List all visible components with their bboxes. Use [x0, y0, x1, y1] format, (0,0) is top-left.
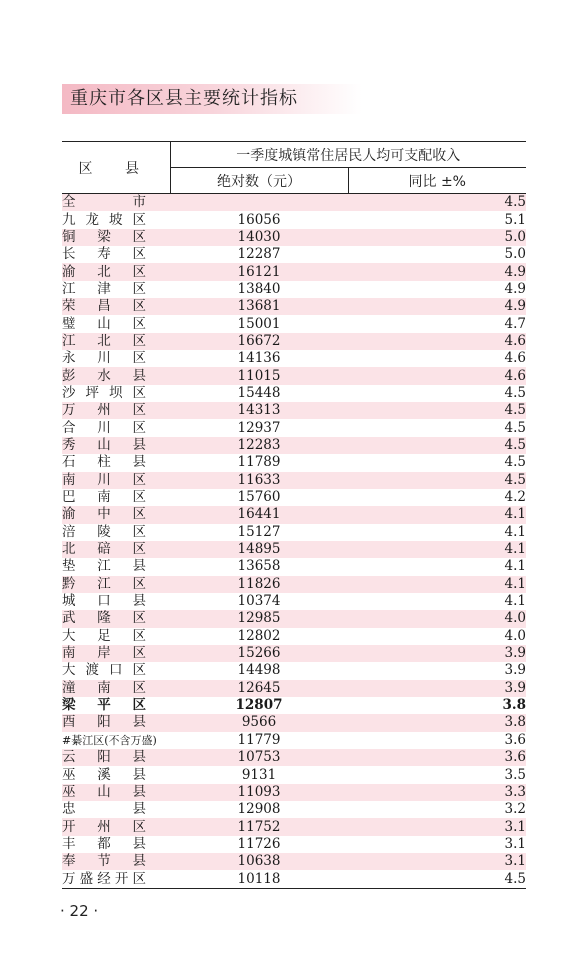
yoy-value-cell: 5.0 — [348, 229, 526, 246]
yoy-value-cell: 3.5 — [348, 766, 526, 783]
table-row — [62, 367, 526, 384]
region-cell — [62, 263, 170, 280]
absolute-value-cell: 15760 — [170, 489, 348, 506]
yoy-value-cell: 3.8 — [348, 714, 526, 731]
yoy-value-cell: 4.5 — [348, 385, 526, 402]
table-row — [62, 194, 526, 212]
yoy-value-cell: 4.1 — [348, 576, 526, 593]
income-group-header: 一季度城镇常住居民人均可支配收入 — [170, 142, 526, 168]
yoy-value-cell: 3.3 — [348, 784, 526, 801]
region-cell — [62, 697, 170, 714]
region-cell — [62, 367, 170, 384]
region-cell — [62, 662, 170, 679]
region-name: 渝 北 区 — [62, 263, 146, 280]
region-name: 璧 山 区 — [62, 315, 146, 332]
yoy-value-cell: 3.1 — [348, 818, 526, 835]
region-cell — [62, 419, 170, 436]
region-cell — [62, 385, 170, 402]
region-name: 彭 水 县 — [62, 367, 146, 384]
absolute-value-cell: 14498 — [170, 662, 348, 679]
region-cell — [62, 333, 170, 350]
yoy-value-cell: 4.0 — [348, 628, 526, 645]
region-name: 石 柱 县 — [62, 454, 146, 471]
yoy-value-cell: 5.0 — [348, 246, 526, 263]
yoy-value-cell: 4.9 — [348, 281, 526, 298]
region-cell — [62, 628, 170, 645]
yoy-value-cell: 4.1 — [348, 558, 526, 575]
yoy-value-cell: 4.9 — [348, 298, 526, 315]
yoy-value-cell: 3.2 — [348, 801, 526, 818]
absolute-value-cell: 11726 — [170, 836, 348, 853]
page-title: 重庆市各区县主要统计指标 — [70, 88, 298, 109]
absolute-value-cell — [170, 194, 348, 212]
region-name: 江 北 区 — [62, 332, 146, 349]
region-column-header: 区 县 — [62, 142, 170, 194]
region-cell — [62, 766, 170, 783]
region-cell — [62, 454, 170, 471]
region-name: 巫 山 县 — [62, 783, 146, 800]
absolute-value-cell: 12645 — [170, 680, 348, 697]
absolute-value-cell: 15266 — [170, 645, 348, 662]
region-cell — [62, 246, 170, 263]
region-cell — [62, 749, 170, 766]
region-cell — [62, 489, 170, 506]
region-name: 南 岸 区 — [62, 645, 146, 662]
absolute-value-cell: 14030 — [170, 229, 348, 246]
region-name: 秀 山 县 — [62, 436, 146, 453]
region-name: 铜 梁 区 — [62, 228, 146, 245]
region-name: 九 龙 坡 区 — [62, 211, 146, 228]
absolute-value-cell: 16672 — [170, 333, 348, 350]
absolute-value-cell: 12802 — [170, 628, 348, 645]
table-row — [62, 402, 526, 419]
table-row — [62, 732, 526, 749]
absolute-value-cell: 12283 — [170, 437, 348, 454]
absolute-value-cell: 13840 — [170, 281, 348, 298]
stats-table — [62, 141, 526, 889]
absolute-value-cell: 11789 — [170, 454, 348, 471]
region-name: 云 阳 县 — [62, 749, 146, 766]
region-cell — [62, 281, 170, 298]
yoy-value-cell: 3.6 — [348, 732, 526, 749]
table-row — [62, 489, 526, 506]
region-name: 合 川 区 — [62, 419, 146, 436]
absolute-value-cell: 10118 — [170, 870, 348, 888]
region-cell — [62, 732, 170, 749]
region-name: 潼 南 区 — [62, 679, 146, 696]
yoy-value-cell: 3.9 — [348, 645, 526, 662]
region-cell — [62, 472, 170, 489]
region-cell — [62, 229, 170, 246]
yoy-value-cell: 4.5 — [348, 437, 526, 454]
table-row — [62, 576, 526, 593]
yoy-value-cell: 4.1 — [348, 593, 526, 610]
absolute-value-cell: 9131 — [170, 766, 348, 783]
table-row — [62, 558, 526, 575]
table-row — [62, 211, 526, 228]
region-name: 荣 昌 区 — [62, 298, 146, 315]
yoy-value-cell: 3.6 — [348, 749, 526, 766]
yoy-value-cell: 4.2 — [348, 489, 526, 506]
absolute-value-cell: 13658 — [170, 558, 348, 575]
table-row — [62, 784, 526, 801]
region-cell — [62, 680, 170, 697]
region-cell — [62, 541, 170, 558]
region-name: 黔 江 区 — [62, 575, 146, 592]
page-number: · 22 · — [60, 902, 99, 920]
table-row — [62, 506, 526, 523]
region-cell — [62, 558, 170, 575]
region-cell — [62, 714, 170, 731]
yoy-value-cell: 4.5 — [348, 402, 526, 419]
table-row — [62, 524, 526, 541]
table-row — [62, 818, 526, 835]
region-cell — [62, 315, 170, 332]
yoy-value-cell: 4.6 — [348, 333, 526, 350]
absolute-value-cell: 14895 — [170, 541, 348, 558]
region-name: 奉 节 县 — [62, 853, 146, 870]
table-row — [62, 749, 526, 766]
region-cell — [62, 870, 170, 888]
absolute-value-cell: 12937 — [170, 419, 348, 436]
yoy-value-cell: 4.5 — [348, 472, 526, 489]
table-row — [62, 593, 526, 610]
region-name: 万 盛 经 开 区 — [62, 870, 146, 887]
region-cell — [62, 593, 170, 610]
region-name: 开 州 区 — [62, 818, 146, 835]
yoy-value-cell: 4.6 — [348, 367, 526, 384]
absolute-value-cell: 11015 — [170, 367, 348, 384]
region-name: 长 寿 区 — [62, 246, 146, 263]
table-row — [62, 385, 526, 402]
region-name: 忠 县 — [62, 801, 146, 818]
region-name: 全 市 — [62, 194, 146, 211]
region-name: 南 川 区 — [62, 471, 146, 488]
table-row — [62, 437, 526, 454]
table-row — [62, 836, 526, 853]
region-name: #綦江区(不含万盛) — [62, 733, 157, 747]
yoy-value-cell: 4.7 — [348, 315, 526, 332]
table-row — [62, 298, 526, 315]
region-name: 北 碚 区 — [62, 541, 146, 558]
region-cell — [62, 211, 170, 228]
table-row — [62, 714, 526, 731]
absolute-value-cell: 11093 — [170, 784, 348, 801]
yoy-value-cell: 4.0 — [348, 610, 526, 627]
region-cell — [62, 818, 170, 835]
yoy-value-cell: 5.1 — [348, 211, 526, 228]
region-name: 大 足 区 — [62, 627, 146, 644]
region-name: 武 隆 区 — [62, 610, 146, 627]
table-row — [62, 472, 526, 489]
yoy-value-cell: 4.1 — [348, 541, 526, 558]
table-row — [62, 853, 526, 870]
absolute-value-cell: 13681 — [170, 298, 348, 315]
table-row — [62, 246, 526, 263]
region-name: 巴 南 区 — [62, 489, 146, 506]
region-cell — [62, 645, 170, 662]
absolute-value-cell: 16121 — [170, 263, 348, 280]
absolute-value-cell: 11826 — [170, 576, 348, 593]
table-row — [62, 801, 526, 818]
region-name: 酉 阳 县 — [62, 714, 146, 731]
table-row — [62, 263, 526, 280]
region-name: 大 渡 口 区 — [62, 662, 146, 679]
table-row — [62, 628, 526, 645]
table-row — [62, 680, 526, 697]
yoy-value-cell: 4.1 — [348, 524, 526, 541]
table-row — [62, 610, 526, 627]
absolute-value-cell: 14313 — [170, 402, 348, 419]
absolute-value-cell: 10753 — [170, 749, 348, 766]
table-row — [62, 333, 526, 350]
yoy-value-cell: 3.9 — [348, 662, 526, 679]
region-cell — [62, 836, 170, 853]
table-row — [62, 870, 526, 888]
region-name: 万 州 区 — [62, 402, 146, 419]
region-name: 永 川 区 — [62, 350, 146, 367]
table-row — [62, 315, 526, 332]
yoy-value-cell: 4.5 — [348, 419, 526, 436]
yoy-value-cell: 4.5 — [348, 870, 526, 888]
region-cell — [62, 298, 170, 315]
region-cell — [62, 784, 170, 801]
yoy-value-cell: 4.9 — [348, 263, 526, 280]
absolute-value-cell: 9566 — [170, 714, 348, 731]
absolute-value-cell: 12985 — [170, 610, 348, 627]
region-cell — [62, 506, 170, 523]
table-row — [62, 697, 526, 714]
region-cell — [62, 437, 170, 454]
region-name: 垫 江 县 — [62, 558, 146, 575]
absolute-column-header: 绝对数（元） — [170, 168, 348, 194]
yoy-value-cell: 4.5 — [348, 454, 526, 471]
region-cell — [62, 576, 170, 593]
absolute-value-cell: 11752 — [170, 818, 348, 835]
table-row — [62, 766, 526, 783]
region-cell — [62, 350, 170, 367]
table-row — [62, 662, 526, 679]
region-name: 城 口 县 — [62, 593, 146, 610]
region-cell — [62, 194, 170, 212]
region-cell — [62, 610, 170, 627]
table-row — [62, 419, 526, 436]
region-cell — [62, 801, 170, 818]
absolute-value-cell: 16441 — [170, 506, 348, 523]
yoy-value-cell: 3.9 — [348, 680, 526, 697]
table-row — [62, 645, 526, 662]
region-name: 丰 都 县 — [62, 835, 146, 852]
absolute-value-cell: 10638 — [170, 853, 348, 870]
yoy-value-cell: 4.1 — [348, 506, 526, 523]
yoy-value-cell: 3.1 — [348, 836, 526, 853]
yoy-value-cell: 4.6 — [348, 350, 526, 367]
table-row — [62, 350, 526, 367]
table-row — [62, 229, 526, 246]
absolute-value-cell: 12287 — [170, 246, 348, 263]
table-row — [62, 454, 526, 471]
absolute-value-cell: 11779 — [170, 732, 348, 749]
table-row — [62, 541, 526, 558]
region-cell — [62, 402, 170, 419]
absolute-value-cell: 11633 — [170, 472, 348, 489]
region-name: 梁 平 区 — [62, 697, 146, 714]
absolute-value-cell: 15001 — [170, 315, 348, 332]
region-name: 巫 溪 县 — [62, 766, 146, 783]
region-name: 渝 中 区 — [62, 506, 146, 523]
absolute-value-cell: 16056 — [170, 211, 348, 228]
absolute-value-cell: 15448 — [170, 385, 348, 402]
region-name: 江 津 区 — [62, 280, 146, 297]
absolute-value-cell: 12807 — [170, 697, 348, 714]
absolute-value-cell: 10374 — [170, 593, 348, 610]
region-cell — [62, 524, 170, 541]
table-row — [62, 281, 526, 298]
absolute-value-cell: 12908 — [170, 801, 348, 818]
region-cell — [62, 853, 170, 870]
yoy-value-cell: 3.8 — [348, 697, 526, 714]
yoy-value-cell: 3.1 — [348, 853, 526, 870]
region-name: 沙 坪 坝 区 — [62, 384, 146, 401]
absolute-value-cell: 15127 — [170, 524, 348, 541]
yoy-column-header: 同比 ±% — [348, 168, 526, 194]
absolute-value-cell: 14136 — [170, 350, 348, 367]
yoy-value-cell: 4.5 — [348, 194, 526, 212]
region-name: 涪 陵 区 — [62, 523, 146, 540]
